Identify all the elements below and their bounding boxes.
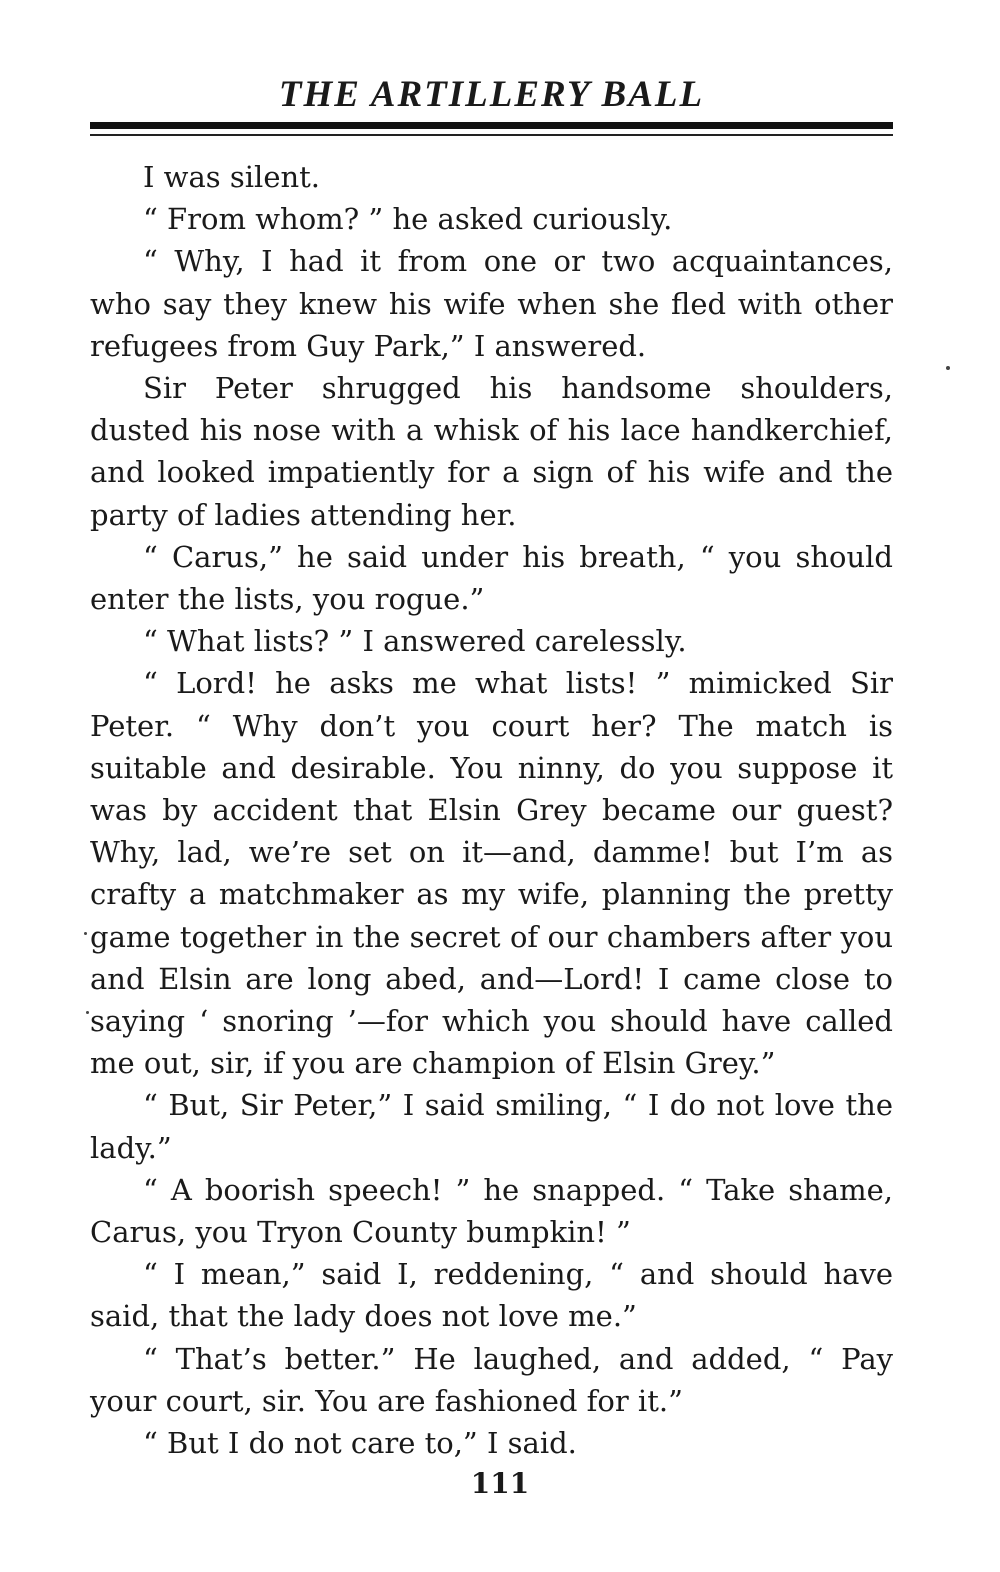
paragraph: “ But I do not care to,” I said. (143, 1426, 577, 1461)
paragraph: Sir Peter shrugged his handsome shoulders, dusted his nose with a whisk of his lace handkerchief, and looked impatiently for a sign of his wife and the party of ladies attending her. (90, 371, 893, 532)
scan-speck (946, 366, 950, 370)
scan-speck (86, 1011, 89, 1014)
paragraph: “ I mean,” said I, reddening, “ and should have said, that the lady does not love me.” (90, 1257, 893, 1334)
book-page (90, 70, 893, 1464)
paragraph: “ A boorish speech! ” he snapped. “ Take shame, Carus, you Tryon County bumpkin! ” (90, 1172, 893, 1250)
paragraph: “ Lord! he asks me what lists! ” mimicked Sir Peter. “ Why don’t you court her? The match is suitable and desirable. You ninny, do you suppose it was by accident that Elsin Grey became our guest? Why, lad, we’re set on it—and, damme! but I’m as crafty a matchmaker as my wife, planning the pretty game together in the secret of our chambers after you and Elsin are long abed, and—Lord! I came close to saying ‘ snoring ’—for which you should have called me out, sir, if you are champion of Elsin Grey.” (90, 666, 893, 1081)
paragraph: “ Why, I had it from one or two acquaintances, who say they knew his wife when she fled with other refugees from Guy Park,” I answered. (90, 244, 893, 363)
header-rule-thick (90, 122, 893, 129)
page-number: 111 (470, 1467, 530, 1500)
paragraph: “ From whom? ” he asked curiously. (143, 202, 673, 237)
paragraph: “ But, Sir Peter,” I said smiling, “ I do not love the lady.” (90, 1088, 893, 1165)
running-head: THE ARTILLERY BALL (278, 74, 705, 115)
scan-speck (84, 932, 87, 935)
paragraph: “ That’s better.” He laughed, and added, “ Pay your court, sir. You are fashioned for it.” (90, 1341, 893, 1418)
header-rule-thin (90, 134, 893, 136)
body-text (90, 156, 893, 1464)
paragraph: “ What lists? ” I answered carelessly. (143, 624, 687, 659)
paragraph: “ Carus,” he said under his breath, “ you should enter the lists, you rogue.” (90, 539, 893, 617)
paragraph: I was silent. (143, 160, 321, 194)
